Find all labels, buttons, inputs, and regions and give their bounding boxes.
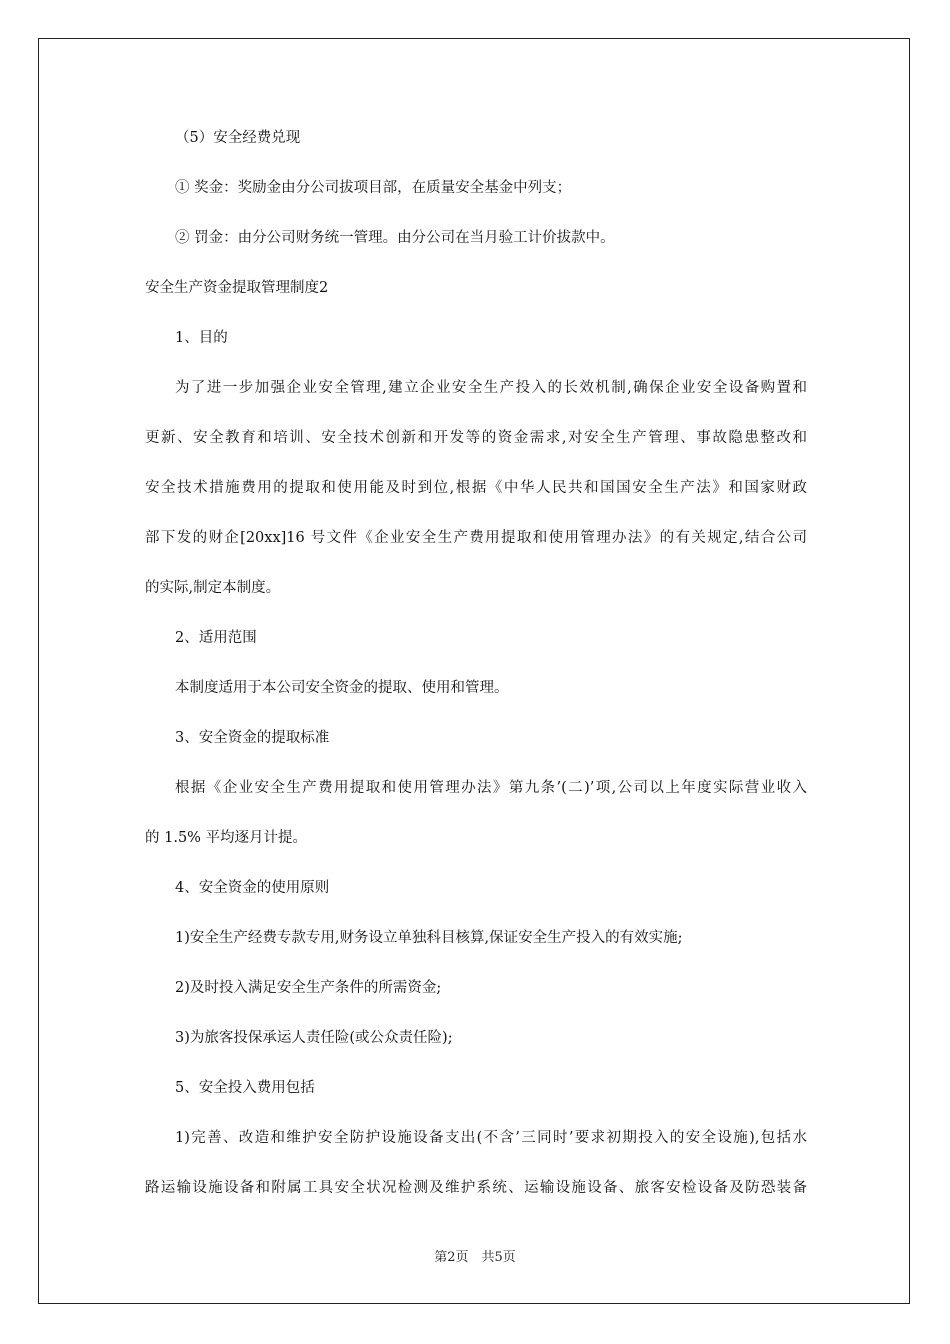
list-item: 1)完善、改造和维护安全防护设施设备支出(不含’三同时’要求初期投入的安全设施),包括水 (175, 1130, 807, 1146)
section-heading: （5）安全经费兑现 (175, 130, 301, 146)
paragraph-line: 本制度适用于本公司安全资金的提取、使用和管理。 (175, 680, 509, 696)
section-heading: 4、安全资金的使用原则 (175, 880, 330, 896)
paragraph-line: 更新、安全教育和培训、安全技术创新和开发等的资金需求,对安全生产管理、事故隐患整改和 (145, 430, 807, 446)
section-heading: 1、目的 (175, 330, 228, 346)
section-heading: 3、安全资金的提取标准 (175, 730, 330, 746)
section-heading: 2、适用范围 (175, 630, 257, 646)
list-item: ① 奖金：奖励金由分公司拔项目部，在质量安全基金中列支； (175, 180, 572, 196)
paragraph-line: 为了进一步加强企业安全管理,建立企业安全生产投入的长效机制,确保企业安全设备购置和 (175, 380, 807, 396)
page-number: 第2页 共5页 (434, 1250, 516, 1265)
section-heading: 5、安全投入费用包括 (175, 1080, 315, 1096)
paragraph-line: 部下发的财企[20xx]16 号文件《企业安全生产费用提取和使用管理办法》的有关规定,结合公司 (145, 530, 807, 546)
paragraph-line: 的 1.5% 平均逐月计提。 (145, 830, 308, 846)
list-item: ② 罚金：由分公司财务统一管理。由分公司在当月验工计价拔款中。 (175, 230, 615, 246)
paragraph-line: 的实际,制定本制度。 (145, 580, 281, 596)
document-title: 安全生产资金提取管理制度2 (145, 280, 329, 296)
paragraph-line: 路运输设施设备和附属工具安全状况检测及维护系统、运输设施设备、旅客安检设备及防恐装备 (145, 1180, 807, 1196)
list-item: 3)为旅客投保承运人责任险(或公众责任险); (175, 1030, 453, 1046)
paragraph-line: 安全技术措施费用的提取和使用能及时到位,根据《中华人民共和国国安全生产法》和国家财政 (145, 480, 807, 496)
list-item: 2)及时投入满足安全生产条件的所需资金; (175, 980, 442, 996)
list-item: 1)安全生产经费专款专用,财务设立单独科目核算,保证安全生产投入的有效实施; (175, 930, 683, 946)
paragraph-line: 根据《企业安全生产费用提取和使用管理办法》第九条’(二)’项,公司以上年度实际营业收入 (175, 780, 807, 796)
